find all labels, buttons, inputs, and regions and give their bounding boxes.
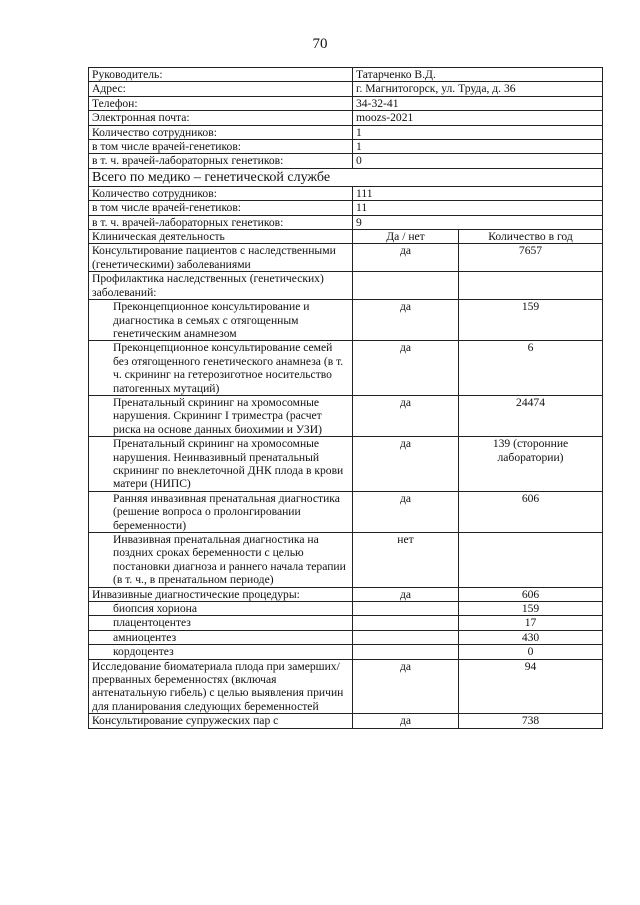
row-yes-no: да	[353, 491, 459, 532]
row-value: г. Магнитогорск, ул. Труда, д. 36	[353, 82, 603, 96]
row-yes-no	[353, 602, 459, 616]
row-count	[459, 272, 603, 300]
row-label: Телефон:	[89, 96, 353, 110]
table-row	[89, 140, 603, 154]
row-yes-no	[353, 272, 459, 300]
row-yes-no: да	[353, 659, 459, 714]
row-label: плацентоцентез	[89, 616, 353, 630]
row-label: кордоцентез	[89, 645, 353, 659]
table-row	[89, 341, 603, 396]
table-row	[89, 533, 603, 588]
row-count: 24474	[459, 395, 603, 436]
table-row	[89, 215, 603, 229]
row-yes-no: да	[353, 395, 459, 436]
row-yes-no: да	[353, 244, 459, 272]
row-label: Инвазивные диагностические процедуры:	[89, 587, 353, 601]
row-label: Преконцепционное консультирование семей без отягощенного генетического анамнеза (в т. ч. скрининг на гетерозиготное носительство патогенных мутаций)	[89, 341, 353, 396]
row-value: 1	[353, 125, 603, 139]
table-row	[89, 602, 603, 616]
row-label: Консультирование пациентов с наследственными (генетическими) заболеваниями	[89, 244, 353, 272]
row-label: Исследование биоматериала плода при замерших/прерванных беременностях (включая антенатальную гибель) с целью выявления причин для планирования следующих беременностей	[89, 659, 353, 714]
row-count: 17	[459, 616, 603, 630]
medical-genetics-table	[88, 67, 603, 729]
table-row	[89, 272, 603, 300]
row-count: 159	[459, 602, 603, 616]
row-value: 0	[353, 154, 603, 168]
column-header-count: Количество в год	[459, 230, 603, 244]
table-row	[89, 96, 603, 110]
page-number: 70	[312, 36, 328, 52]
row-label: Пренатальный скрининг на хромосомные нарушения. Скрининг I триместра (расчет риска на основе данных биохимии и УЗИ)	[89, 395, 353, 436]
row-label: Консультирование супружеских пар с	[89, 714, 353, 728]
table-row	[89, 587, 603, 601]
row-count: 7657	[459, 244, 603, 272]
table-row	[89, 111, 603, 125]
table-row	[89, 82, 603, 96]
row-yes-no	[353, 616, 459, 630]
row-label: в том числе врачей-генетиков:	[89, 140, 353, 154]
row-count: 606	[459, 587, 603, 601]
row-count: 606	[459, 491, 603, 532]
table-row	[89, 616, 603, 630]
row-label: Преконцепционное консультирование и диагностика в семьях с отягощенным генетическим анамнезом	[89, 300, 353, 341]
section-header-row	[89, 168, 603, 186]
row-value: 9	[353, 215, 603, 229]
row-yes-no	[353, 630, 459, 644]
row-yes-no: да	[353, 437, 459, 492]
table-row	[89, 154, 603, 168]
row-count: 0	[459, 645, 603, 659]
row-yes-no	[353, 645, 459, 659]
row-label: биопсия хориона	[89, 602, 353, 616]
row-label: Количество сотрудников:	[89, 186, 353, 200]
table-row	[89, 630, 603, 644]
table-row	[89, 437, 603, 492]
row-count: 6	[459, 341, 603, 396]
row-value: Татарченко В.Д.	[353, 68, 603, 82]
row-yes-no: да	[353, 300, 459, 341]
table-row	[89, 244, 603, 272]
table-row	[89, 395, 603, 436]
row-yes-no: да	[353, 587, 459, 601]
row-value: 1	[353, 140, 603, 154]
row-label: Ранняя инвазивная пренатальная диагностика (решение вопроса о пролонгировании беременности)	[89, 491, 353, 532]
row-value: 34-32-41	[353, 96, 603, 110]
row-value: moozs-2021	[353, 111, 603, 125]
row-label: Профилактика наследственных (генетических) заболеваний:	[89, 272, 353, 300]
row-count: 430	[459, 630, 603, 644]
row-count	[459, 533, 603, 588]
table-row	[89, 300, 603, 341]
row-count: 738	[459, 714, 603, 728]
row-value: 111	[353, 186, 603, 200]
column-header-activity: Клиническая деятельность	[89, 230, 353, 244]
row-yes-no: да	[353, 341, 459, 396]
row-yes-no: да	[353, 714, 459, 728]
row-label: в том числе врачей-генетиков:	[89, 201, 353, 215]
column-header-yes-no: Да / нет	[353, 230, 459, 244]
row-yes-no: нет	[353, 533, 459, 588]
row-value: 11	[353, 201, 603, 215]
table-row	[89, 68, 603, 82]
row-label: Количество сотрудников:	[89, 125, 353, 139]
row-label: в т. ч. врачей-лабораторных генетиков:	[89, 215, 353, 229]
table-row	[89, 125, 603, 139]
table-row	[89, 201, 603, 215]
row-label: Инвазивная пренатальная диагностика на поздних сроках беременности с целью постановки диагноза и раннего начала терапии (в т. ч., в пренатальном периоде)	[89, 533, 353, 588]
table-row	[89, 714, 603, 728]
table-row	[89, 491, 603, 532]
row-count: 159	[459, 300, 603, 341]
column-header-row	[89, 230, 603, 244]
row-label: в т. ч. врачей-лабораторных генетиков:	[89, 154, 353, 168]
row-label: Руководитель:	[89, 68, 353, 82]
row-label: Адрес:	[89, 82, 353, 96]
row-count: 139 (сторонние лаборатории)	[459, 437, 603, 492]
row-label: амниоцентез	[89, 630, 353, 644]
row-count: 94	[459, 659, 603, 714]
table-row	[89, 186, 603, 200]
table-row	[89, 659, 603, 714]
row-label: Пренатальный скрининг на хромосомные нарушения. Неинвазивный пренатальный скрининг по внеклеточной ДНК плода в крови матери (НИПС)	[89, 437, 353, 492]
table-row	[89, 645, 603, 659]
section-title: Всего по медико – генетической службе	[89, 168, 603, 186]
row-label: Электронная почта:	[89, 111, 353, 125]
